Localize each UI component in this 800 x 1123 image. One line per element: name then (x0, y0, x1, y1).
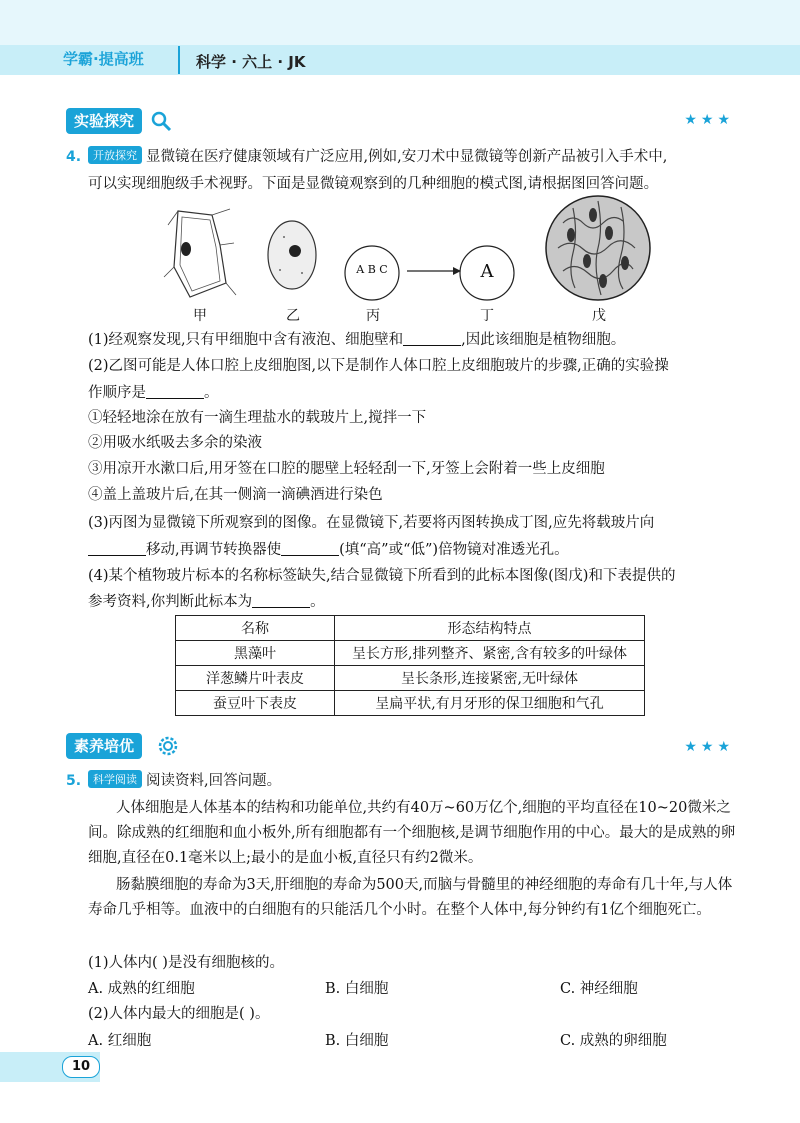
question-tag: 科学阅读 (88, 770, 142, 788)
header-divider (178, 46, 180, 74)
answer-blank[interactable] (146, 382, 204, 399)
reference-table (175, 615, 645, 716)
question-intro (88, 144, 667, 170)
step-4: ④盖上盖玻片后,在其一侧滴一滴碘酒进行染色 (88, 487, 383, 503)
answer-blank[interactable] (281, 539, 339, 556)
table-row (176, 666, 645, 691)
answer-blank[interactable] (252, 591, 310, 608)
table-row (176, 641, 645, 666)
section-title-experiment: 实验探究 (66, 108, 142, 134)
table-header: 形态结构特点 (335, 616, 645, 641)
caption-wu: 戊 (592, 308, 606, 324)
subq-5-1: (1)人体内( )是没有细胞核的。 (88, 955, 284, 971)
question-tag: 开放探究 (88, 146, 142, 164)
subq-3-line1: (3)丙图为显微镜下所观察到的图像。在显微镜下,若要将丙图转换成丁图,应先将载玻片向 (88, 515, 655, 531)
reading-paragraph-1: 人体细胞是人体基本的结构和功能单位,共约有40万~60万亿个,细胞的平均直径在10~20微米之间。除成熟的红细胞和血小板外,所有细胞都有一个细胞核,是调节细胞作用的中心。最大的是成熟的卵细胞,直径在0.1毫米以上;最小的是血小板,直径只有约2微米。 (88, 800, 736, 866)
intro-text-1: 显微镜在医疗健康领域有广泛应用,例如,安刀术中显微镜等创新产品被引入手术中, (146, 149, 668, 165)
reading-paragraph-2: 肠黏膜细胞的寿命为3天,肝细胞的寿命为500天,而脑与骨髓里的神经细胞的寿命有几十年,与人体寿命几乎相等。血液中的白细胞有的只能活几个小时。在整个人体中,每分钟约有1亿个细胞死亡。 (88, 877, 733, 918)
answer-blank[interactable] (88, 539, 146, 556)
option-b[interactable]: B. 白细胞 (325, 981, 389, 997)
caption-yi: 乙 (286, 308, 300, 324)
option-c[interactable]: C. 成熟的卵细胞 (560, 1033, 667, 1049)
subq-4-line2: 参考资料,你判断此标本为 。 (88, 589, 325, 615)
table-cell: 呈长方形,排列整齐、紧密,含有较多的叶绿体 (335, 641, 645, 666)
page-number: 10 (62, 1056, 100, 1078)
table-row (176, 691, 645, 716)
table-header: 名称 (176, 616, 335, 641)
animal-cell-figure (262, 215, 322, 295)
ding-letter: A (480, 261, 494, 282)
magnifier-icon (150, 110, 172, 132)
step-3: ③用凉开水漱口后,用牙签在口腔的腮壁上轻轻刮一下,牙签上会附着一些上皮细胞 (88, 461, 605, 477)
brand-title: 学霸·提高班 (63, 50, 144, 68)
option-a[interactable]: A. 红细胞 (88, 1033, 152, 1049)
intro-text: 阅读资料,回答问题。 (146, 773, 282, 789)
difficulty-stars: ★★★ (684, 112, 734, 128)
table-cell: 黑藻叶 (176, 641, 335, 666)
answer-blank[interactable] (403, 329, 461, 346)
step-1: ①轻轻地涂在放有一滴生理盐水的载玻片上,搅拌一下 (88, 410, 427, 426)
gear-icon (157, 735, 179, 757)
subject-label: 科学 · 六上 · JK (196, 53, 306, 71)
header-band-top (0, 0, 800, 45)
subq-4-line1: (4)某个植物玻片标本的名称标签缺失,结合显微镜下所看到的此标本图像(图戊)和下表提供的 (88, 568, 676, 584)
caption-bing: 丙 (366, 308, 380, 324)
leaf-epidermis-figure (543, 193, 653, 303)
subq-1: (1)经观察发现,只有甲细胞中含有液泡、细胞壁和 ,因此该细胞是植物细胞。 (88, 327, 625, 353)
section-title-literacy: 素养培优 (66, 733, 142, 759)
table-cell: 洋葱鳞片叶表皮 (176, 666, 335, 691)
table-cell: 呈扁平状,有月牙形的保卫细胞和气孔 (335, 691, 645, 716)
subq-3-line2: 移动,再调节转换器使 (填“高”或“低”)倍物镜对准透光孔。 (88, 537, 569, 563)
option-a[interactable]: A. 成熟的红细胞 (88, 981, 195, 997)
question-number: 5. (66, 773, 82, 789)
difficulty-stars: ★★★ (684, 739, 734, 755)
table-cell: 蚕豆叶下表皮 (176, 691, 335, 716)
question-intro (88, 768, 281, 794)
bing-letters: A B C (356, 263, 388, 276)
table-header-row (176, 616, 645, 641)
option-b[interactable]: B. 白细胞 (325, 1033, 389, 1049)
step-2: ②用吸水纸吸去多余的染液 (88, 435, 262, 451)
arrow-icon (407, 265, 462, 277)
caption-ding: 丁 (480, 308, 494, 324)
intro-text-2: 可以实现细胞级手术视野。下面是显微镜观察到的几种细胞的模式图,请根据图回答问题。 (88, 176, 659, 192)
caption-jia: 甲 (193, 308, 207, 324)
question-number: 4. (66, 149, 82, 165)
subq-2-line2: 作顺序是 。 (88, 380, 219, 406)
option-c[interactable]: C. 神经细胞 (560, 981, 638, 997)
table-cell: 呈长条形,连接紧密,无叶绿体 (335, 666, 645, 691)
plant-cell-figure (160, 205, 240, 305)
subq-2-line1: (2)乙图可能是人体口腔上皮细胞图,以下是制作人体口腔上皮细胞玻片的步骤,正确的实验操 (88, 358, 669, 374)
subq-5-2: (2)人体内最大的细胞是( )。 (88, 1006, 270, 1022)
